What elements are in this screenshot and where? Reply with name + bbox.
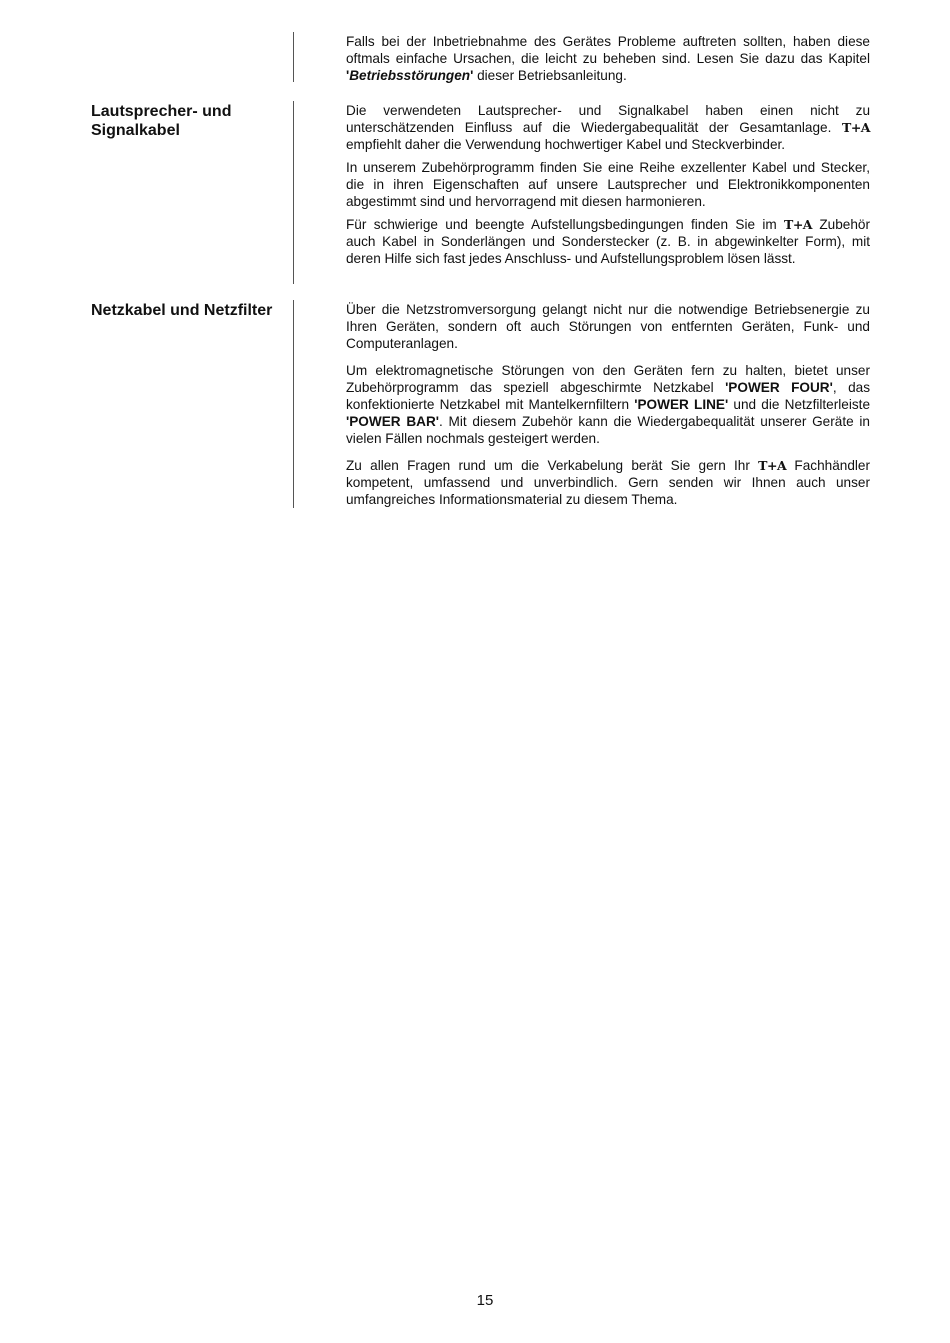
page-number: 15 [476, 1292, 494, 1309]
power-margin-rule [293, 300, 294, 508]
text-part: Zubehör auch Kabel in Sonderlängen und Sonderstecker (z. B. in abgewinkelter Form), mit deren Hilfe sich fast jedes Anschluss- und Aufstellungsproblem lösen lässt. [346, 217, 870, 266]
paragraph [346, 102, 870, 153]
product-name-power-four: 'POWER FOUR' [725, 380, 833, 395]
text-part: , das konfektionierte Netzkabel mit Mantelkernfiltern [346, 380, 870, 412]
power-cable-text [346, 301, 870, 514]
text-part: Für schwierige und beengte Aufstellungsbedingungen finden Sie im [346, 217, 785, 232]
text-part: empfiehlt daher die Verwendung hochwertiger Kabel und Steckverbinder. [346, 137, 786, 152]
paragraph [346, 457, 870, 508]
heading-line: Lautsprecher- und [91, 103, 232, 120]
text-part: Um elektromagnetische Störungen von den Geräten fern zu halten, bietet unser Zubehörprogramm das speziell abgeschirmte Netzkabel [346, 363, 870, 395]
paragraph: In unserem Zubehörprogramm finden Sie eine Reihe exzellenter Kabel und Stecker, die in ihren Eigenschaften auf unsere Lautsprecher und Elektronikkomponenten abgestimmt sind und hervorragend mit diesen harmonieren. [346, 160, 870, 209]
text-part: und die Netzfilterleiste [728, 397, 870, 412]
quote-mark: ' [470, 68, 474, 83]
paragraph: Über die Netzstromversorgung gelangt nicht nur die notwendige Betriebsenergie zu Ihren Geräten, sondern oft auch Störungen von entfernten Geräten, Funk- und Computeranlagen. [346, 302, 870, 351]
brand-logo: T+A [758, 458, 787, 473]
speaker-cable-text [346, 102, 870, 273]
product-name-power-line: 'POWER LINE' [634, 397, 729, 412]
brand-logo: T+A [842, 120, 870, 135]
intro-text-part: dieser Betriebsanleitung. [473, 68, 627, 83]
brand-logo: T+A [784, 217, 813, 232]
intro-text [346, 33, 870, 90]
text-part: Zu allen Fragen rund um die Verkabelung berät Sie gern Ihr [346, 458, 759, 473]
section-heading-speaker-cables [91, 102, 281, 140]
text-part: Fachhändler kompetent, umfassend und unverbindlich. Gern senden wir Ihnen auch unser umfangreiches Informationsmaterial zu diesem Thema. [346, 458, 870, 507]
paragraph [346, 216, 870, 267]
heading-line: Signalkabel [91, 122, 180, 139]
intro-text-part: Falls bei der Inbetriebnahme des Gerätes Probleme auftreten sollten, haben diese oftmals einfache Ursachen, die leicht zu beheben sind. Lesen Sie dazu das Kapitel [346, 34, 870, 66]
section-heading-power-cables: Netzkabel und Netzfilter [91, 302, 273, 319]
paragraph [346, 362, 870, 447]
speaker-margin-rule [293, 101, 294, 284]
text-part: Die verwendeten Lautsprecher- und Signalkabel haben einen nicht zu unterschätzenden Einfluss auf die Wiedergabequalität der Gesamtanlage. [346, 103, 870, 135]
product-name-power-bar: 'POWER BAR' [346, 414, 440, 429]
intro-paragraph [346, 33, 870, 84]
chapter-reference: Betriebsstörungen [349, 68, 471, 83]
quote-mark: ' [346, 68, 350, 83]
text-part: . Mit diesem Zubehör kann die Wiedergabequalität unserer Geräte in vielen Fällen nochmals gesteigert werden. [346, 414, 870, 446]
intro-margin-rule [293, 32, 294, 82]
